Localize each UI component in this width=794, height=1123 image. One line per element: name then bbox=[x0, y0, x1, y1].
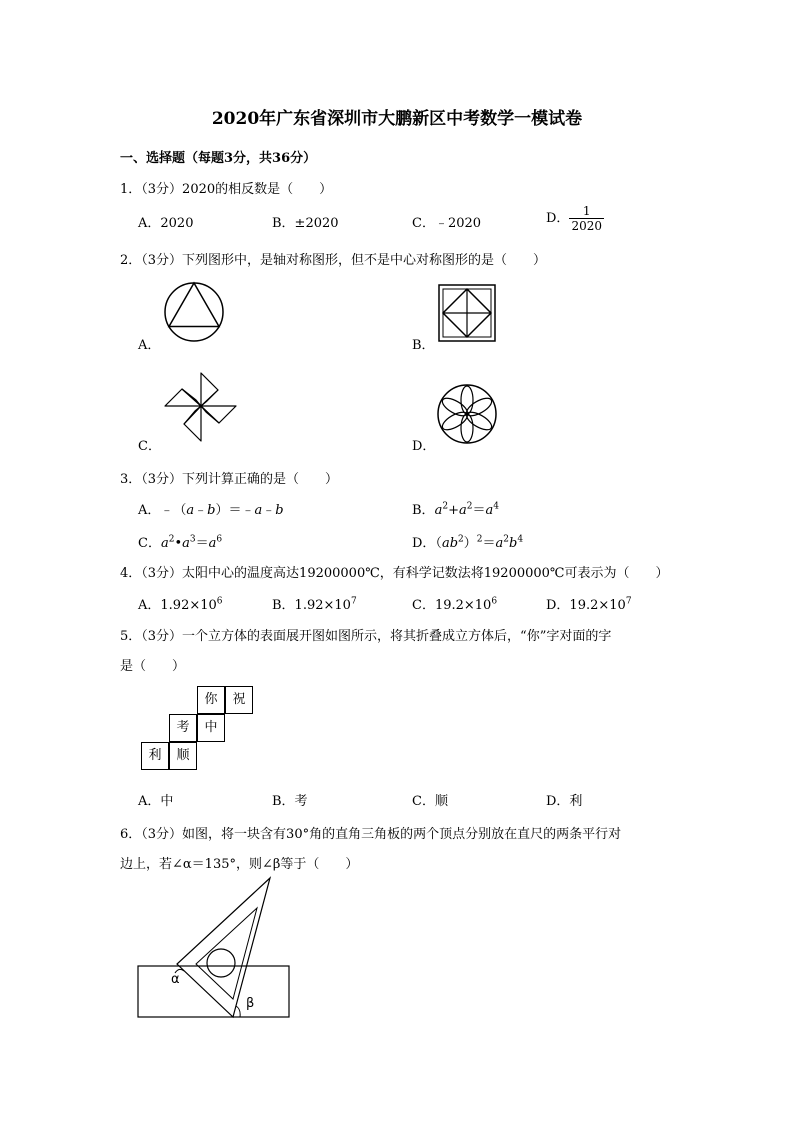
question-3-stem: 3．（3分）下列计算正确的是（ ） bbox=[120, 472, 339, 487]
dot-sign: • bbox=[174, 536, 183, 551]
exponent: 7 bbox=[625, 596, 632, 607]
q2-option-c: C． bbox=[138, 439, 161, 454]
cube-net-cell: 你 bbox=[197, 686, 225, 714]
q1-option-d-prefix: D． bbox=[546, 211, 570, 226]
q2-figure-circle-triangle bbox=[163, 281, 225, 343]
q4-option-c bbox=[412, 594, 497, 613]
q3-option-b bbox=[412, 499, 499, 518]
q4-d-base: D．19.2×10 bbox=[546, 598, 626, 613]
minus-sign: ﹣ bbox=[262, 503, 276, 518]
var-a: a bbox=[160, 536, 169, 551]
q3-option-d bbox=[412, 532, 523, 551]
question-5-stem-line2: 是（ ） bbox=[120, 659, 186, 674]
q2-figure-flower-circle bbox=[436, 383, 498, 445]
angle-alpha-label: α bbox=[171, 972, 180, 987]
q4-option-d bbox=[546, 594, 632, 613]
q4-option-b bbox=[272, 594, 357, 613]
equals-sign: ＝ bbox=[472, 503, 486, 518]
exponent: 4 bbox=[493, 501, 499, 512]
q2-option-d: D． bbox=[412, 439, 436, 454]
exponent: 2 bbox=[458, 534, 464, 545]
var-b: b bbox=[449, 536, 459, 551]
q1-option-d-fraction bbox=[569, 204, 604, 233]
cube-net-cell: 顺 bbox=[169, 742, 197, 770]
page-title: 2020年广东省深圳市大鹏新区中考数学一模试卷 bbox=[211, 109, 583, 129]
exponent: 2 bbox=[466, 501, 473, 512]
q4-b-base: B．1.92×10 bbox=[272, 598, 351, 613]
exponent: 2 bbox=[476, 534, 483, 545]
q1-option-d bbox=[546, 204, 604, 233]
minus-sign: ﹣ bbox=[194, 503, 208, 518]
question-6-stem-line1: 6．（3分）如图，将一块含有30°角的直角三角板的两个顶点分别放在直尺的两条平行对 bbox=[120, 827, 622, 842]
right-paren: ） bbox=[463, 536, 477, 551]
exponent: 6 bbox=[491, 596, 498, 607]
q3-a-text: A．﹣（ bbox=[138, 503, 187, 518]
var-a: a bbox=[441, 536, 450, 551]
exponent: 6 bbox=[216, 596, 223, 607]
q3-a-text: ）＝﹣ bbox=[215, 503, 255, 518]
exponent: 3 bbox=[189, 534, 196, 545]
var-a: a bbox=[485, 503, 494, 518]
q2-option-b: B． bbox=[412, 338, 435, 353]
var-b: b bbox=[207, 503, 216, 518]
q4-option-a bbox=[138, 594, 223, 613]
q3-option-a bbox=[138, 499, 284, 518]
q5-option-c: C．顺 bbox=[412, 794, 448, 809]
q1-option-a: A．2020 bbox=[138, 216, 194, 231]
q2-option-a: A． bbox=[138, 338, 161, 353]
q4-c-base: C．19.2×10 bbox=[412, 598, 492, 613]
var-a: a bbox=[254, 503, 263, 518]
exponent: 2 bbox=[168, 534, 175, 545]
question-6-stem-line2: 边上，若∠α＝135°，则∠β等于（ ） bbox=[120, 857, 359, 872]
var-a: a bbox=[186, 503, 195, 518]
q1-option-b: B．±2020 bbox=[272, 216, 339, 231]
var-b: b bbox=[509, 536, 518, 551]
question-5-stem-line1: 5．（3分）一个立方体的表面展开图如图所示，将其折叠成立方体后，“你”字对面的字 bbox=[120, 629, 612, 644]
var-a: a bbox=[182, 536, 190, 551]
q3-c-prefix: C． bbox=[138, 536, 161, 551]
var-a: a bbox=[208, 536, 217, 551]
q2-figure-pinwheel bbox=[162, 367, 240, 445]
q3-b-prefix: B． bbox=[412, 503, 435, 518]
equals-sign: ＝ bbox=[482, 536, 496, 551]
cube-net-cell: 考 bbox=[169, 714, 197, 742]
question-1-stem: 1．（3分）2020的相反数是（ ） bbox=[120, 182, 333, 197]
q5-option-d: D．利 bbox=[546, 794, 583, 809]
q3-d-prefix: D．（ bbox=[412, 536, 442, 551]
question-4-stem: 4．（3分）太阳中心的温度高达19200000℃，有科学记数法将19200000℃可表示为（ ） bbox=[120, 566, 669, 581]
var-a: a bbox=[458, 503, 467, 518]
q5-option-a: A．中 bbox=[138, 794, 174, 809]
var-b: b bbox=[275, 503, 284, 518]
q5-option-b: B．考 bbox=[272, 794, 308, 809]
equals-sign: ＝ bbox=[195, 536, 209, 551]
exponent: 2 bbox=[503, 534, 510, 545]
cube-net-cell: 祝 bbox=[225, 686, 253, 714]
section-heading: 一、选择题（每题3分，共36分） bbox=[120, 151, 317, 166]
plus-sign: + bbox=[448, 503, 459, 518]
cube-net-cell: 利 bbox=[141, 742, 169, 770]
fraction-numerator: 1 bbox=[569, 204, 604, 219]
cube-net-cell: 中 bbox=[197, 714, 225, 742]
exponent: 4 bbox=[517, 534, 524, 545]
q3-option-c bbox=[138, 532, 222, 551]
ruler-triangle-figure bbox=[136, 876, 292, 1022]
exponent: 7 bbox=[350, 596, 357, 607]
fraction-denominator: 2020 bbox=[571, 219, 602, 233]
q2-figure-square-diamond bbox=[438, 284, 496, 342]
q4-a-base: A．1.92×10 bbox=[138, 598, 217, 613]
question-2-stem: 2．（3分）下列图形中，是轴对称图形，但不是中心对称图形的是（ ） bbox=[120, 253, 547, 268]
angle-beta-label: β bbox=[246, 996, 255, 1011]
exponent: 6 bbox=[216, 534, 223, 545]
var-a: a bbox=[434, 503, 443, 518]
q1-option-c: C．﹣2020 bbox=[412, 216, 482, 231]
var-a: a bbox=[495, 536, 504, 551]
exponent: 2 bbox=[442, 501, 449, 512]
